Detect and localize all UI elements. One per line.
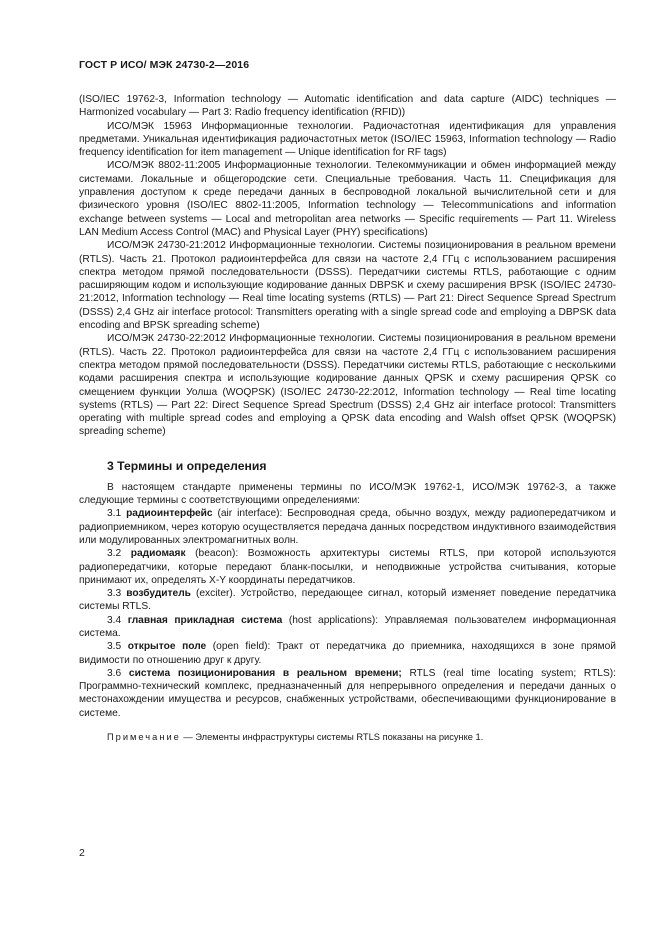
reference-item: ИСО/МЭК 24730-22:2012 Информационные технологии. Системы позиционирования в реальном времени (RTLS). Часть 22. Протокол радиоинтерфейса для связи на частоте 2,4 ГГц с использованием расширения спектра методом прямой последовательности (DSSS). Передатчики системы RTLS, работающие с несколькими кодами расширения спектра и использующие кодирование данных QPSK и схему расширения QPSK со смещением функции Уолша (WOQPSK) (ISO/IEC 24730-22:2012, Information technology — Real time locating systems (RTLS) — Part 22: Direct Sequence Spread Spectrum (DSSS) 2,4 GHz air interface protocol: Transmitters operating with multiple spread codes and employing a QPSK data encoding and Walsh offset QPSK (WOQPSK) spreading scheme) [79, 333, 616, 438]
term-name: радиоинтерфейс [126, 508, 213, 520]
term-text: (open field): Тракт от передатчика до приемника, находящихся в зоне прямой видимости по отношению друг к другу. [79, 641, 616, 666]
term-name: радиомаяк [130, 548, 186, 560]
page-number: 2 [79, 847, 85, 859]
term-number: 3.2 [107, 548, 122, 560]
term-text: (air interface): Беспроводная среда, обычно воздух, между радиопередатчиком и радиоприемником, через которую осуществляется передача данных посредством индуктивного взаимодействия или модулированных электромагнитных волн. [79, 508, 616, 546]
term-text: (beacon): Возможность архитектуры системы RTLS, при которой используются радиопередатчики, которые передают бланк-посылки, и неподвижные устройства считывания, которые принимают их, определять X-Y координаты передатчиков. [79, 548, 616, 586]
term-definition [79, 507, 616, 547]
term-name: открытое поле [127, 641, 207, 653]
section-intro: В настоящем стандарте применены термины по ИСО/МЭК 19762-1, ИСО/МЭК 19762-3, а также следующие термины с соответствующими определениями: [79, 481, 616, 507]
note-text: — Элементы инфраструктуры системы RTLS показаны на рисунке 1. [180, 732, 484, 743]
term-definition [79, 667, 616, 720]
term-name: возбудитель [126, 588, 191, 600]
term-definition [79, 614, 616, 641]
reference-item: ИСО/МЭК 15963 Информационные технологии. Радиочастотная идентификация для управления предметами. Уникальная идентификация радиочастотных меток (ISO/IEC 15963, Information technology — Radio frequency identification for item management — Unique identification for RF tags) [79, 120, 616, 159]
note-label: Примечание [107, 732, 181, 743]
reference-item: ИСО/МЭК 8802-11:2005 Информационные технологии. Телекоммуникации и обмен информацией между системами. Локальные и общегородские сети. Специальные требования. Часть 11. Спецификация для управления доступом к среде передачи данных в беспроводной локальной вычислительной сети и для физического уровня (ISO/IEC 8802-11:2005, Information technology — Telecommunications and information exchange between systems — Local and metropolitan area networks — Specific requirements — Part 11. Wireless LAN Medium Access Control (MAC) and Physical Layer (PHY) specifications) [79, 160, 616, 238]
term-definition [79, 547, 616, 587]
term-text: RTLS (real time locating system; RTLS): Программно-технический комплекс, предназначенный для непрерывного определения и передачи данных о местонахождении имущества и ресурсов, снабженных устройствами, обеспечивающими функционирование в системе. [79, 667, 616, 719]
term-number: 3.6 [107, 667, 122, 679]
document-body [79, 93, 616, 744]
term-number: 3.4 [107, 614, 122, 626]
term-number: 3.5 [107, 641, 122, 653]
reference-item: (ISO/IEC 19762-3, Information technology — Automatic identification and data capture (AIDC) techniques — Harmonized vocabulary — Part 3: Radio frequency identification (RFID)) [79, 94, 616, 119]
term-definition [79, 640, 616, 667]
document-header: ГОСТ Р ИСО/ МЭК 24730-2—2016 [79, 59, 250, 71]
reference-item: ИСО/МЭК 24730-21:2012 Информационные технологии. Системы позиционирования в реальном времени (RTLS). Часть 21. Протокол радиоинтерфейса для связи на частоте 2,4 ГГц с использованием расширения спектра методом прямой последовательности (DSSS). Передатчики системы RTLS, работающие с одним расширяющим кодом и использующие кодирование данных DBPSK и схему расширения BPSK (ISO/IEC 24730-21:2012, Information technology — Real time locating systems (RTLS) — Part 21: Direct Sequence Spread Spectrum (DSSS) 2,4 GHz air interface protocol: Transmitters operating with a single spread code and employing a DBPSK data encoding and BPSK spreading scheme) [79, 240, 616, 332]
term-definition [79, 587, 616, 614]
note [79, 731, 616, 744]
term-text: (host applications): Управляемая пользователем информационная система. [79, 614, 616, 639]
term-name: система позиционирования в реальном времени; [128, 667, 402, 679]
term-text: (exciter). Устройство, передающее сигнал, который изменяет поведение передатчика системы RTLS. [79, 588, 616, 613]
section-title: 3 Термины и определения [107, 458, 267, 473]
term-number: 3.1 [107, 508, 122, 520]
term-name: главная прикладная система [127, 614, 283, 626]
term-number: 3.3 [107, 588, 122, 600]
